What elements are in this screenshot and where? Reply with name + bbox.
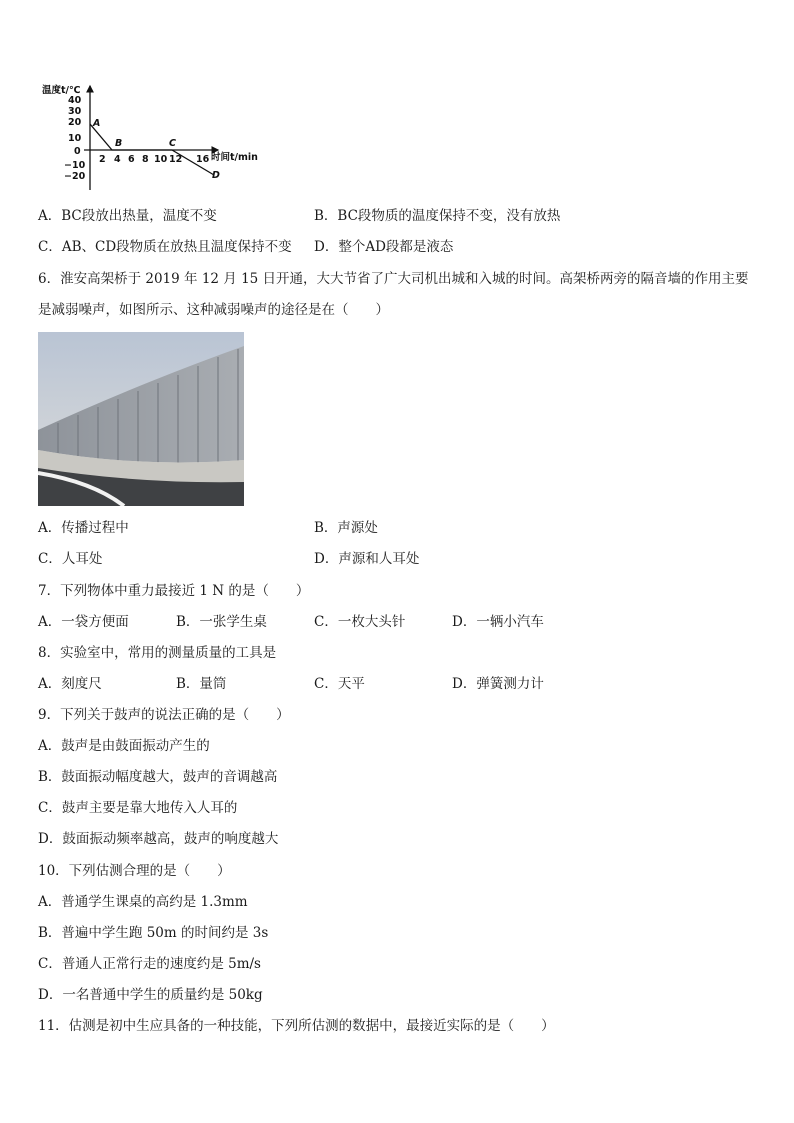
x-tick: 12 (169, 154, 183, 165)
temperature-time-graph (38, 80, 278, 198)
q7-option-b[interactable]: B．一张学生桌 (176, 614, 267, 630)
q6-option-b[interactable]: B．声源处 (314, 520, 378, 536)
q5-option-b[interactable]: B．BC段物质的温度保持不变，没有放热 (314, 208, 561, 224)
q9-option-c[interactable]: C．鼓声主要是靠大地传入人耳的 (38, 800, 238, 816)
y-tick: 10 (68, 133, 82, 144)
q8-option-c[interactable]: C．天平 (314, 676, 365, 692)
q5-option-c[interactable]: C．AB、CD段物质在放热且温度保持不变 (38, 239, 292, 255)
y-tick: 30 (68, 106, 82, 117)
q6-option-a[interactable]: A．传播过程中 (38, 520, 129, 536)
q11-stem: 11．估测是初中生应具备的一种技能，下列所估测的数据中，最接近实际的是（ ） (38, 1018, 555, 1034)
q9-option-b[interactable]: B．鼓面振动幅度越大，鼓声的音调越高 (38, 769, 278, 785)
q10-option-d[interactable]: D．一名普通中学生的质量约是 50kg (38, 987, 263, 1003)
q6-stem-line2: 是减弱噪声，如图所示、这种减弱噪声的途径是在（ ） (38, 302, 389, 318)
q10-option-b[interactable]: B．普遍中学生跑 50m 的时间约是 3s (38, 925, 269, 941)
q7-option-c[interactable]: C．一枚大头针 (314, 614, 406, 630)
y-tick: 20 (68, 117, 82, 128)
q6-stem-line1: 6．淮安高架桥于 2019 年 12 月 15 日开通，大大节省了广大司机出城和入城的时间。高架桥两旁的隔音墙的作用主要 (38, 271, 749, 287)
point-label-d: D (212, 170, 220, 181)
q9-option-d[interactable]: D．鼓面振动频率越高，鼓声的响度越大 (38, 831, 279, 847)
y-tick: 40 (68, 95, 82, 106)
y-tick: 0 (74, 146, 81, 157)
q7-stem: 7．下列物体中重力最接近 1 N 的是（ ） (38, 583, 310, 599)
q8-option-b[interactable]: B．量筒 (176, 676, 227, 692)
q10-option-c[interactable]: C．普通人正常行走的速度约是 5m/s (38, 956, 261, 972)
q10-stem: 10．下列估测合理的是（ ） (38, 863, 231, 879)
q7-option-d[interactable]: D．一辆小汽车 (452, 614, 544, 630)
q7-option-a[interactable]: A．一袋方便面 (38, 614, 129, 630)
point-label-b: B (115, 138, 123, 149)
q8-stem: 8．实验室中，常用的测量质量的工具是 (38, 645, 277, 661)
x-tick: 4 (114, 154, 121, 165)
x-tick: 8 (142, 154, 149, 165)
sound-barrier-photo (38, 332, 244, 506)
x-axis-label: 时间t/min (211, 152, 258, 163)
q9-option-a[interactable]: A．鼓声是由鼓面振动产生的 (38, 738, 210, 754)
x-tick: 10 (154, 154, 168, 165)
q5-option-a[interactable]: A．BC段放出热量，温度不变 (38, 208, 217, 224)
point-label-c: C (169, 138, 176, 149)
y-axis-label: 温度t/℃ (42, 85, 81, 96)
q9-stem: 9．下列关于鼓声的说法正确的是（ ） (38, 707, 290, 723)
x-tick: 6 (128, 154, 135, 165)
q8-option-a[interactable]: A．刻度尺 (38, 676, 102, 692)
q8-option-d[interactable]: D．弹簧测力计 (452, 676, 544, 692)
q6-option-c[interactable]: C．人耳处 (38, 551, 103, 567)
y-tick: −10 (64, 160, 86, 171)
q6-option-d[interactable]: D．声源和人耳处 (314, 551, 420, 567)
q10-option-a[interactable]: A．普通学生课桌的高约是 1.3mm (38, 894, 248, 910)
x-tick: 2 (99, 154, 106, 165)
x-tick: 16 (196, 154, 210, 165)
y-tick: −20 (64, 171, 86, 182)
q5-option-d[interactable]: D．整个AD段都是液态 (314, 239, 454, 255)
point-label-a: A (93, 118, 101, 129)
